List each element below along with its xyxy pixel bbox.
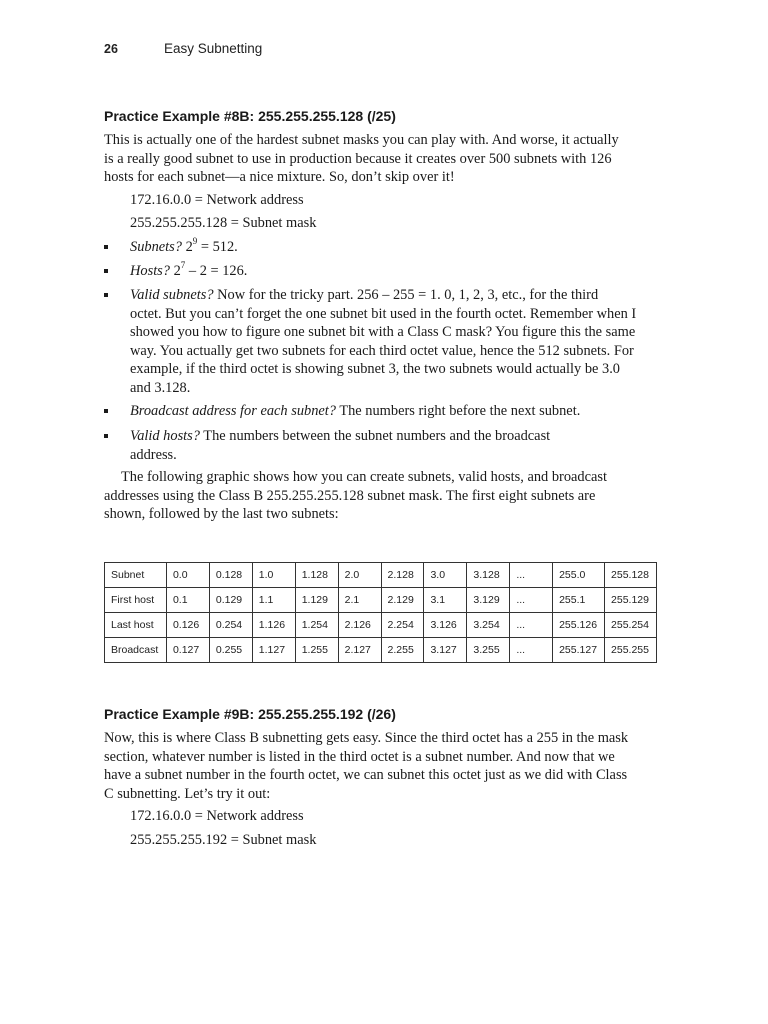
table-row: [105, 563, 657, 588]
example-9b-intro: [104, 729, 649, 803]
table-cell: 0.128: [209, 563, 252, 588]
bullet-text: The numbers right before the next subnet.: [335, 403, 581, 419]
table-cell: 0.255: [209, 638, 252, 663]
table-cell: 255.127: [553, 638, 605, 663]
table-cell: 3.129: [467, 588, 510, 613]
bullet-marker: [104, 269, 108, 273]
table-row: [105, 613, 657, 638]
bullet-text-line: showed you how to figure one subnet bit with a Class C mask? You figure this the same: [130, 324, 636, 340]
power-exponent: 7: [180, 260, 186, 271]
table-cell: 3.255: [467, 638, 510, 663]
table-cell: 2.255: [381, 638, 424, 663]
intro-line: section, whatever number is listed in the third octet is a subnet number. And now that we: [104, 748, 615, 765]
network-address-line-9b: 172.16.0.0 = Network address: [130, 808, 304, 824]
table-row: [105, 638, 657, 663]
table-cell: 1.0: [252, 563, 295, 588]
table-cell: 0.126: [166, 613, 209, 638]
intro-line: have a subnet number in the fourth octet, we can subnet this octet just as we did with Class: [104, 767, 628, 783]
table-cell: ...: [510, 588, 553, 613]
table-cell: 255.0: [553, 563, 605, 588]
intro-line: C subnetting. Let’s try it out:: [104, 785, 271, 802]
table-cell: 1.127: [252, 638, 295, 663]
bullet-label: Broadcast address for each subnet?: [130, 403, 336, 419]
bullet-text-line: way. You actually get two subnets for each third octet value, hence the 512 subnets. For: [130, 342, 634, 359]
table-cell: 3.128: [467, 563, 510, 588]
bullet-text-line: address.: [130, 446, 177, 463]
graphic-intro: [104, 468, 649, 524]
subnet-mask-line: 255.255.255.128 = Subnet mask: [130, 215, 317, 231]
bullet-text: Now for the tricky part. 256 – 255 = 1. 0, 1, 2, 3, etc., for the third: [213, 287, 599, 303]
intro-line: hosts for each subnet—a nice mixture. So, don’t skip over it!: [104, 169, 455, 185]
example-8b-intro: [104, 131, 649, 187]
table-cell: 0.0: [166, 563, 209, 588]
bullet-valid-hosts: [104, 427, 652, 464]
table-cell: 2.128: [381, 563, 424, 588]
example-8b-heading: Practice Example #8B: 255.255.255.128 (/25): [104, 108, 396, 124]
table-cell: 255.128: [605, 563, 657, 588]
bullet-broadcast: [104, 402, 652, 421]
graphic-line: The following graphic shows how you can create subnets, valid hosts, and broadcast: [121, 469, 607, 485]
table-cell: 255.126: [553, 613, 605, 638]
page-number: 26: [104, 42, 118, 56]
chapter-title: Easy Subnetting: [164, 41, 263, 56]
table-cell: 2.126: [338, 613, 381, 638]
bullet-text: – 2 = 126.: [185, 263, 248, 279]
table-cell: 0.1: [166, 588, 209, 613]
table-cell: 3.0: [424, 563, 467, 588]
graphic-line: shown, followed by the last two subnets:: [104, 506, 339, 522]
table-cell: ...: [510, 638, 553, 663]
table-cell: 3.126: [424, 613, 467, 638]
intro-line: This is actually one of the hardest subnet masks you can play with. And worse, it actually: [104, 132, 619, 148]
table-cell: 0.129: [209, 588, 252, 613]
bullet-label: Hosts?: [130, 263, 170, 279]
table-cell: 3.127: [424, 638, 467, 663]
table-cell: 1.128: [295, 563, 338, 588]
table-cell: 1.129: [295, 588, 338, 613]
table-cell: 2.254: [381, 613, 424, 638]
bullet-text: The numbers between the subnet numbers and the broadcast: [199, 428, 551, 444]
bullet-text: = 512.: [197, 239, 238, 255]
bullet-hosts: [104, 262, 652, 281]
table-cell: 2.127: [338, 638, 381, 663]
bullet-marker: [104, 409, 108, 413]
table-cell: 1.126: [252, 613, 295, 638]
table-cell: 2.1: [338, 588, 381, 613]
network-address-line: 172.16.0.0 = Network address: [130, 192, 304, 208]
table-cell: 255.254: [605, 613, 657, 638]
table-cell: 0.127: [166, 638, 209, 663]
intro-line: Now, this is where Class B subnetting gets easy. Since the third octet has a 255 in the mask: [104, 730, 629, 746]
row-label: First host: [105, 588, 167, 613]
bullet-subnets: [104, 238, 652, 257]
graphic-line: addresses using the Class B 255.255.255.128 subnet mask. The first eight subnets are: [104, 487, 596, 504]
table-cell: 255.255: [605, 638, 657, 663]
table-cell: ...: [510, 613, 553, 638]
row-label: Broadcast: [105, 638, 167, 663]
row-label: Subnet: [105, 563, 167, 588]
power-exponent: 9: [192, 236, 198, 247]
table-cell: 1.254: [295, 613, 338, 638]
bullet-text-line: octet. But you can’t forget the one subnet bit used in the fourth octet. Remember when I: [130, 305, 637, 322]
bullet-text-line: example, if the third octet is showing subnet 3, the two subnets would actually be 3.0: [130, 361, 620, 377]
bullet-label: Valid hosts?: [130, 428, 200, 444]
table-cell: ...: [510, 563, 553, 588]
bullet-label: Valid subnets?: [130, 287, 214, 303]
subnet-table: [104, 562, 657, 663]
table-cell: 3.1: [424, 588, 467, 613]
row-label: Last host: [105, 613, 167, 638]
power-base: 2: [173, 263, 181, 279]
bullet-marker: [104, 245, 108, 249]
bullet-marker: [104, 434, 108, 438]
bullet-text-line: and 3.128.: [130, 379, 191, 396]
table-cell: 2.0: [338, 563, 381, 588]
example-9b-heading: Practice Example #9B: 255.255.255.192 (/26): [104, 706, 396, 722]
table-cell: 1.1: [252, 588, 295, 613]
bullet-label: Subnets?: [130, 239, 182, 255]
table-cell: 0.254: [209, 613, 252, 638]
bullet-marker: [104, 293, 108, 297]
table-cell: 2.129: [381, 588, 424, 613]
running-header: [104, 41, 262, 56]
table-row: [105, 588, 657, 613]
table-cell: 255.1: [553, 588, 605, 613]
table-cell: 3.254: [467, 613, 510, 638]
table-cell: 255.129: [605, 588, 657, 613]
table-cell: 1.255: [295, 638, 338, 663]
subnet-mask-line-9b: 255.255.255.192 = Subnet mask: [130, 832, 317, 848]
power-base: 2: [185, 239, 193, 255]
bullet-valid-subnets: [104, 286, 652, 397]
intro-line: is a really good subnet to use in production because it creates over 500 subnets with 126: [104, 150, 612, 167]
